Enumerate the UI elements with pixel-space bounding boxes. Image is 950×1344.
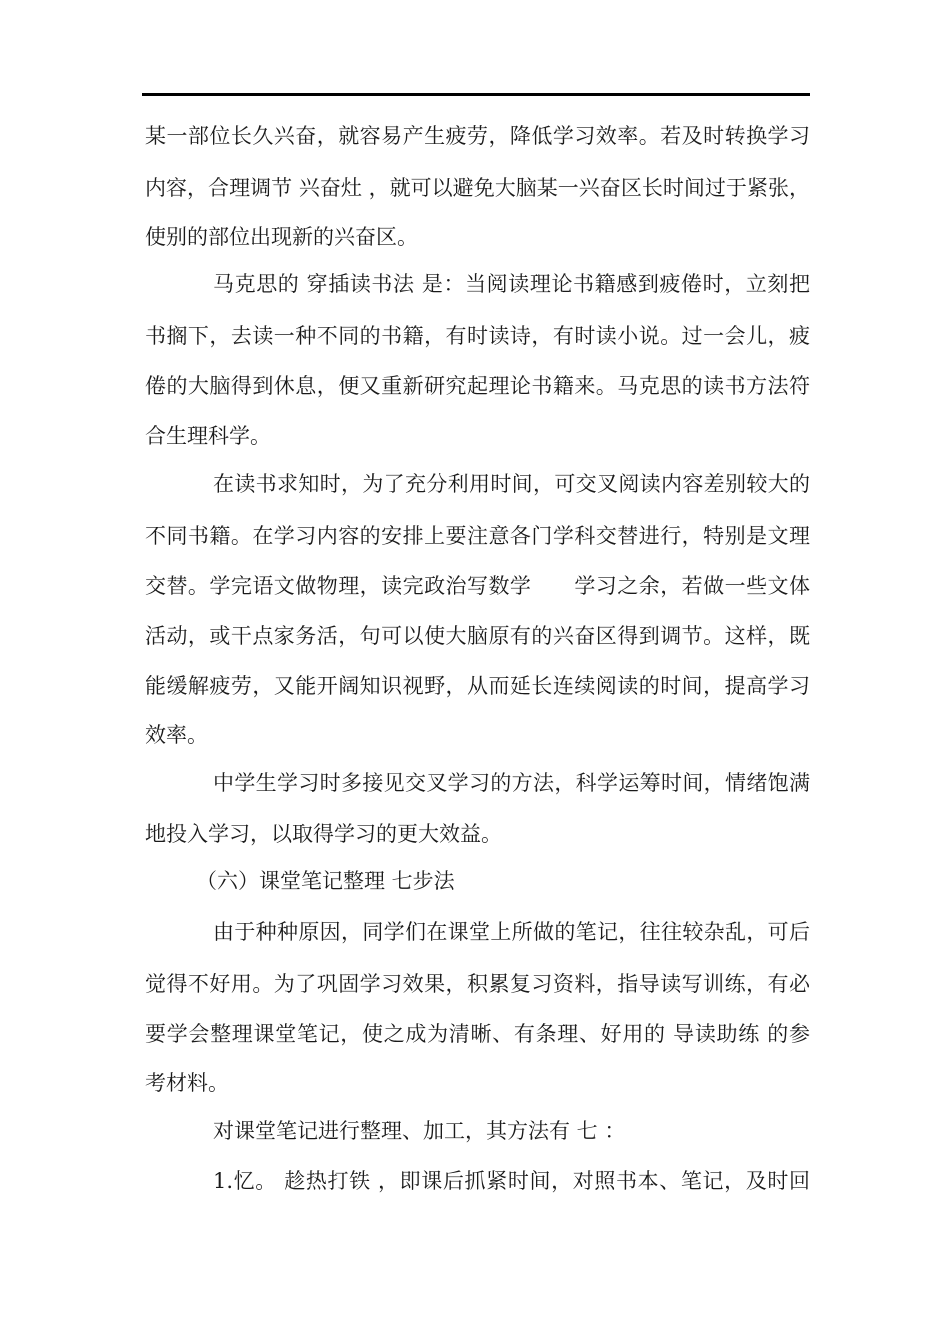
text-line: 要学会整理课堂笔记，使之成为清晰、有条理、好用的 导读助练 的参 xyxy=(145,1022,810,1046)
text-line: 地投入学习，以取得学习的更大效益。 xyxy=(145,822,502,846)
text-line: 交替。学完语文做物理，读完政治写数学 学习之余，若做一些文体 xyxy=(145,574,810,598)
text-line: 马克思的 穿插读书法 是：当阅读理论书籍感到疲倦时，立刻把 xyxy=(213,272,810,296)
section-heading: （六）课堂笔记整理 七步法 xyxy=(196,869,455,893)
text-line: 使别的部位出现新的兴奋区。 xyxy=(145,225,418,249)
text-line: 中学生学习时多接见交叉学习的方法，科学运筹时间，情绪饱满 xyxy=(213,771,810,795)
text-line: 不同书籍。在学习内容的安排上要注意各门学科交替进行，特别是文理 xyxy=(145,524,810,548)
text-line: 能缓解疲劳，又能开阔知识视野，从而延长连续阅读的时间，提高学习 xyxy=(145,674,810,698)
text-line: 内容，合理调节 兴奋灶 ，就可以避免大脑某一兴奋区长时间过于紧张， xyxy=(145,176,810,200)
text-line: 合生理科学。 xyxy=(145,424,271,448)
text-line: 效率。 xyxy=(145,723,208,747)
text-line: 对课堂笔记进行整理、加工，其方法有 七 ： xyxy=(213,1119,626,1143)
text-line: 觉得不好用。为了巩固学习效果，积累复习资料，指导读写训练，有必 xyxy=(145,972,810,996)
text-line: 在读书求知时，为了充分利用时间，可交叉阅读内容差别较大的 xyxy=(213,472,810,496)
text-line: 考材料。 xyxy=(145,1071,229,1095)
text-line: 活动，或干点家务活，句可以使大脑原有的兴奋区得到调节。这样，既 xyxy=(145,624,810,648)
text-line: 1.忆。 趁热打铁 ，即课后抓紧时间，对照书本、笔记，及时回 xyxy=(213,1169,810,1193)
text-line: 书搁下，去读一种不同的书籍，有时读诗，有时读小说。过一会儿，疲 xyxy=(145,324,810,348)
header-rule xyxy=(142,93,810,96)
text-line: 倦的大脑得到休息，便又重新研究起理论书籍来。马克思的读书方法符 xyxy=(145,374,810,398)
text-line: 由于种种原因，同学们在课堂上所做的笔记，往往较杂乱，可后 xyxy=(213,920,810,944)
text-line: 某一部位长久兴奋，就容易产生疲劳，降低学习效率。若及时转换学习 xyxy=(145,124,810,148)
